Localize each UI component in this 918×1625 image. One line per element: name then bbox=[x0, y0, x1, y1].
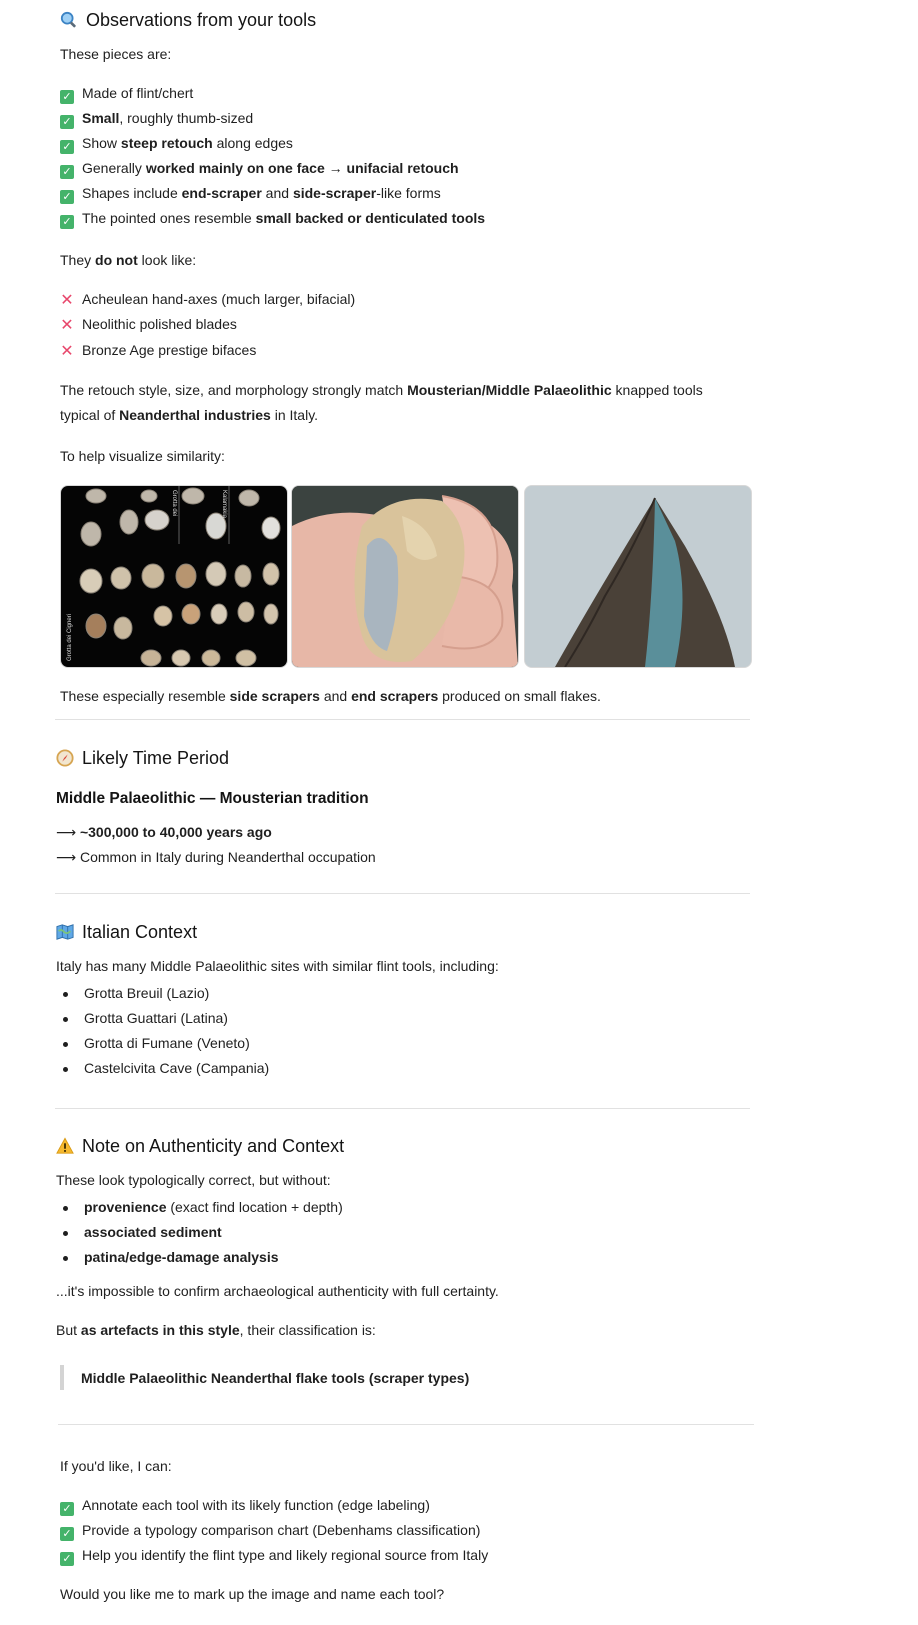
hand-flint-drawing bbox=[292, 486, 518, 667]
resemble-summary: These especially resemble side scrapers and end scrapers produced on small flakes. bbox=[60, 688, 601, 704]
offer-item: ✓ Annotate each tool with its likely function (edge labeling) bbox=[60, 1497, 430, 1516]
bullet bbox=[63, 1017, 68, 1022]
period-line-dates: ⟶ ~300,000 to 40,000 years ago bbox=[56, 824, 272, 840]
section-title-time-period: Likely Time Period bbox=[56, 748, 229, 769]
compass-icon bbox=[56, 749, 74, 767]
check-icon: ✓ bbox=[60, 165, 74, 179]
requirement-item: provenience (exact find location + depth) bbox=[84, 1199, 343, 1215]
bullet bbox=[63, 1206, 68, 1211]
check-item: ✓ Small, roughly thumb-sized bbox=[60, 110, 253, 129]
blockquote-bar bbox=[60, 1365, 64, 1390]
offer-item: ✓ Help you identify the flint type and likely regional source from Italy bbox=[60, 1547, 488, 1566]
cross-icon: ✕ bbox=[60, 317, 74, 334]
period-line-occupation: ⟶ Common in Italy during Neanderthal occupation bbox=[56, 849, 376, 865]
requirement-item: associated sediment bbox=[84, 1224, 222, 1240]
cross-icon: ✕ bbox=[60, 343, 74, 360]
magnifier-icon bbox=[60, 11, 78, 29]
follow-up-question: Would you like me to mark up the image and name each tool? bbox=[60, 1586, 445, 1602]
site-item: Grotta di Fumane (Veneto) bbox=[84, 1035, 250, 1051]
image-label-kalamakia: Kalamakia bbox=[221, 490, 227, 519]
reference-image-flake-grid[interactable] bbox=[60, 485, 288, 668]
divider bbox=[55, 719, 750, 720]
check-item: ✓ Shapes include end-scraper and side-scraper-like forms bbox=[60, 185, 441, 204]
reference-image-hand-flint[interactable] bbox=[291, 485, 519, 668]
image-label-grotta-dei: Grotta dei bbox=[171, 490, 177, 517]
match-paragraph-line2: typical of Neanderthal industries in Italy. bbox=[60, 407, 319, 423]
check-item: ✓ Generally worked mainly on one face → unifacial retouch bbox=[60, 160, 459, 179]
divider bbox=[55, 1108, 750, 1109]
check-icon: ✓ bbox=[60, 1502, 74, 1516]
bullet bbox=[63, 1231, 68, 1236]
authenticity-intro: These look typologically correct, but without: bbox=[56, 1172, 331, 1188]
offer-intro: If you'd like, I can: bbox=[60, 1458, 172, 1474]
check-icon: ✓ bbox=[60, 1527, 74, 1541]
check-icon: ✓ bbox=[60, 140, 74, 154]
map-icon bbox=[56, 923, 74, 941]
classification-quote: Middle Palaeolithic Neanderthal flake tools (scraper types) bbox=[81, 1370, 470, 1386]
reference-image-flint-point[interactable] bbox=[524, 485, 752, 668]
bullet bbox=[63, 1042, 68, 1047]
visualize-intro: To help visualize similarity: bbox=[60, 448, 225, 464]
cross-item: ✕ Neolithic polished blades bbox=[60, 316, 237, 334]
classification-intro: But as artefacts in this style, their classification is: bbox=[56, 1322, 376, 1338]
arrow-icon: ⟶ bbox=[56, 849, 77, 865]
image-label-grotta-cigneri: Grotta dei Cigneri bbox=[67, 613, 73, 661]
check-item: ✓ Made of flint/chert bbox=[60, 85, 193, 104]
divider bbox=[55, 893, 750, 894]
italy-intro: Italy has many Middle Palaeolithic sites with similar flint tools, including: bbox=[56, 958, 499, 974]
divider bbox=[58, 1424, 754, 1425]
site-item: Grotta Guattari (Latina) bbox=[84, 1010, 228, 1026]
authenticity-caveat: ...it's impossible to confirm archaeological authenticity with full certainty. bbox=[56, 1283, 499, 1299]
check-icon: ✓ bbox=[60, 115, 74, 129]
warning-icon bbox=[56, 1137, 74, 1155]
period-subtitle: Middle Palaeolithic — Mousterian tradition bbox=[56, 790, 369, 807]
match-paragraph-line1: The retouch style, size, and morphology strongly match Mousterian/Middle Palaeolithic knapped tools bbox=[60, 382, 703, 398]
cross-icon: ✕ bbox=[60, 292, 74, 309]
site-item: Castelcivita Cave (Campania) bbox=[84, 1060, 270, 1076]
check-icon: ✓ bbox=[60, 190, 74, 204]
cross-item: ✕ Acheulean hand-axes (much larger, bifacial) bbox=[60, 291, 356, 309]
check-icon: ✓ bbox=[60, 1552, 74, 1566]
bullet bbox=[63, 992, 68, 997]
section-title-italian-context: Italian Context bbox=[56, 922, 197, 943]
flint-point-drawing bbox=[525, 486, 751, 667]
arrow-icon: ⟶ bbox=[56, 824, 77, 840]
site-item: Grotta Breuil (Lazio) bbox=[84, 985, 210, 1001]
section-title-observations: Observations from your tools bbox=[60, 10, 316, 31]
check-item: ✓ The pointed ones resemble small backed or denticulated tools bbox=[60, 210, 485, 229]
check-item: ✓ Show steep retouch along edges bbox=[60, 135, 293, 154]
section-title-authenticity: Note on Authenticity and Context bbox=[56, 1136, 344, 1157]
bullet bbox=[63, 1256, 68, 1261]
cross-item: ✕ Bronze Age prestige bifaces bbox=[60, 342, 257, 360]
requirement-item: patina/edge-damage analysis bbox=[84, 1249, 279, 1265]
check-icon: ✓ bbox=[60, 90, 74, 104]
bullet bbox=[63, 1067, 68, 1072]
offer-item: ✓ Provide a typology comparison chart (Debenhams classification) bbox=[60, 1522, 480, 1541]
not-like-intro: They do not look like: bbox=[60, 252, 197, 268]
observations-intro: These pieces are: bbox=[60, 46, 172, 62]
check-icon: ✓ bbox=[60, 215, 74, 229]
